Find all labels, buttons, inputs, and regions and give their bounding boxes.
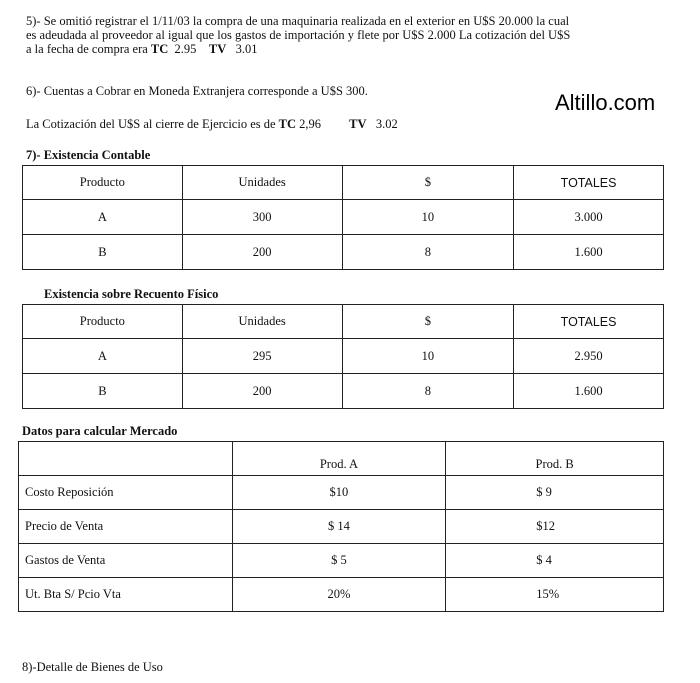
header-unidades: Unidades (182, 166, 342, 200)
altillo-logo: Altillo.com (555, 90, 656, 115)
cot-tv-label: TV (349, 117, 367, 131)
section-8-title: 8)-Detalle de Bienes de Uso (22, 660, 163, 674)
header-totales: TOTALES (514, 166, 664, 200)
table-row: Gastos de Venta $ 5 $ 4 (19, 544, 664, 578)
table-row: A 295 10 2.950 (23, 339, 664, 374)
section-7-title: 7)- Existencia Contable (26, 148, 151, 162)
recuento-fisico-title: Existencia sobre Recuento Físico (44, 287, 219, 301)
header-producto: Producto (23, 166, 183, 200)
header-unidades: Unidades (182, 305, 342, 339)
header-prod-a: Prod. A (232, 442, 446, 476)
tc-value: 2.95 (174, 42, 197, 56)
cot-tc-value: 2,96 (299, 117, 322, 131)
header-precio: $ (342, 166, 514, 200)
paragraph-5-line-3: a la fecha de compra era TC 2.95 TV 3.01 (26, 42, 258, 56)
table-row: Costo Reposición $10 $ 9 (19, 476, 664, 510)
paragraph-6: 6)- Cuentas a Cobrar en Moneda Extranjera corresponde a U$S 300. (26, 84, 368, 98)
header-producto: Producto (23, 305, 183, 339)
table-row: B 200 8 1.600 (23, 235, 664, 270)
table-row: Ut. Bta S/ Pcio Vta 20% 15% (19, 578, 664, 612)
paragraph-5-line-2: es adeudada al proveedor al igual que los gastos de importación y flete por U$S 2.000 La cotización del U$S (26, 28, 571, 42)
tc-label: TC (150, 42, 169, 56)
table-row: A 300 10 3.000 (23, 200, 664, 235)
cot-tc-label: TC (278, 117, 297, 131)
table-header-row (23, 305, 664, 339)
table-row: B 200 8 1.600 (23, 374, 664, 409)
cot-tv-value: 3.02 (375, 117, 398, 131)
recuento-fisico-table (22, 304, 664, 409)
header-blank (19, 442, 233, 476)
header-precio: $ (342, 305, 514, 339)
mercado-table (18, 441, 664, 612)
paragraph-5-line-1: 5)- Se omitió registrar el 1/11/03 la compra de una maquinaria realizada en el exterior en U$S 20.000 la cual (26, 14, 570, 28)
tv-label: TV (208, 42, 227, 56)
table-header-row (23, 166, 664, 200)
tv-value: 3.01 (235, 42, 258, 56)
header-totales: TOTALES (514, 305, 664, 339)
mercado-title: Datos para calcular Mercado (22, 424, 178, 438)
table-header-row (19, 442, 664, 476)
existencia-contable-table (22, 165, 664, 270)
table-row: Precio de Venta $ 14 $12 (19, 510, 664, 544)
paragraph-5 (26, 14, 676, 56)
cotizacion-line: La Cotización del U$S al cierre de Ejercicio es de TC 2,96 TV 3.02 (26, 117, 398, 131)
header-prod-b: Prod. B (446, 442, 664, 476)
